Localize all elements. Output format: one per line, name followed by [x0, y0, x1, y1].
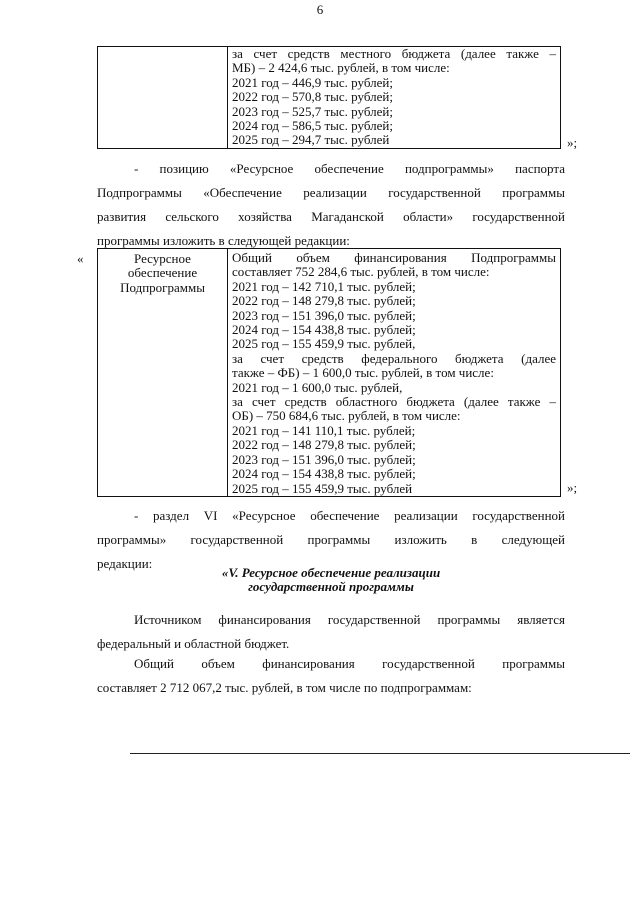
- table-row: за счет средств местного бюджета (далее также –: [232, 46, 556, 61]
- paragraph-funding-source: [97, 608, 565, 656]
- table-row: 2023 год – 151 396,0 тыс. рублей;: [232, 307, 416, 323]
- table-row: 2021 год – 1 600,0 тыс. рублей,: [232, 379, 403, 395]
- table-row: 2025 год – 155 459,9 тыс. рублей,: [232, 336, 416, 352]
- table-row: за счет средств областного бюджета (далее также –: [232, 394, 556, 410]
- table-empty-label-cell: [98, 47, 228, 149]
- text-line: Источником финансирования государственной программы является: [134, 612, 565, 627]
- table-content-cell: [228, 249, 561, 497]
- text-line: программы» государственной программы изложить в следующей: [97, 532, 565, 547]
- funding-table-continued: [97, 46, 561, 149]
- table-row: 2025 год – 155 459,9 тыс. рублей: [232, 480, 413, 496]
- page-number: 6: [316, 2, 324, 17]
- paragraph-total-funding: [97, 652, 565, 700]
- text-line: - раздел VI «Ресурсное обеспечение реализации государственной: [134, 508, 565, 523]
- table-row: 2023 год – 151 396,0 тыс. рублей;: [232, 451, 416, 467]
- table-label-cell: [98, 249, 228, 497]
- heading-line: государственной программы: [248, 579, 414, 594]
- text-line: редакции:: [97, 556, 153, 571]
- table-row: 2022 год – 148 279,8 тыс. рублей;: [232, 293, 416, 309]
- paragraph-amend-position: [97, 157, 565, 253]
- text-line: - позицию «Ресурсное обеспечение подпрограммы» паспорта: [134, 161, 565, 176]
- table-row: 2024 год – 154 438,8 тыс. рублей;: [232, 466, 416, 482]
- table-row: ОБ) – 750 684,6 тыс. рублей, в том числе:: [232, 408, 461, 424]
- table-row: 2024 год – 154 438,8 тыс. рублей;: [232, 322, 416, 338]
- label-line: Ресурсное: [134, 251, 191, 266]
- table-row: Общий объем финансирования Подпрограммы: [232, 250, 556, 265]
- table-row: 2023 год – 525,7 тыс. рублей;: [232, 103, 393, 119]
- closing-quote: »;: [567, 135, 578, 150]
- table-row: 2022 год – 148 279,8 тыс. рублей;: [232, 437, 416, 453]
- opening-quote: «: [77, 251, 84, 266]
- text-line: программы изложить в следующей редакции:: [97, 233, 350, 248]
- footer-divider: [130, 753, 630, 754]
- subprogram-funding-table: [97, 248, 561, 497]
- table-row: также – ФБ) – 1 600,0 тыс. рублей, в том числе:: [232, 365, 494, 381]
- table-row: 2021 год – 141 110,1 тыс. рублей;: [232, 422, 416, 438]
- table-content-cell: [228, 47, 561, 149]
- table-row: составляет 752 284,6 тыс. рублей, в том числе:: [232, 264, 490, 280]
- text-line: составляет 2 712 067,2 тыс. рублей, в том числе по подпрограммам:: [97, 680, 472, 695]
- table-row: за счет средств федерального бюджета (далее: [232, 350, 556, 366]
- heading-line: «V. Ресурсное обеспечение реализации: [221, 565, 441, 580]
- text-line: развития сельского хозяйства Магаданской области» государственной: [97, 209, 565, 224]
- table-row: 2024 год – 586,5 тыс. рублей;: [232, 118, 393, 134]
- table-row: 2021 год – 142 710,1 тыс. рублей;: [232, 278, 416, 294]
- table-row: 2022 год – 570,8 тыс. рублей;: [232, 89, 393, 105]
- label-line: Подпрограммы: [120, 279, 205, 295]
- text-line: федеральный и областной бюджет.: [97, 636, 290, 651]
- text-line: Общий объем финансирования государственной программы: [134, 656, 565, 671]
- text-line: Подпрограммы «Обеспечение реализации государственной программы: [97, 185, 565, 200]
- closing-quote: »;: [567, 480, 578, 495]
- section-heading: [97, 566, 565, 594]
- table-row: 2021 год – 446,9 тыс. рублей;: [232, 74, 393, 90]
- table-row: 2025 год – 294,7 тыс. рублей: [232, 132, 390, 148]
- table-row: МБ) – 2 424,6 тыс. рублей, в том числе:: [232, 60, 450, 76]
- label-line: обеспечение: [127, 265, 198, 281]
